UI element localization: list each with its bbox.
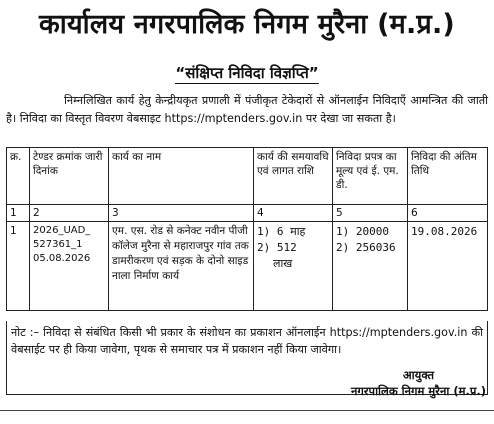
header-form-fee-emd: निविदा प्रपत्र का मूल्य एवं ई. एम. डी. (333, 148, 408, 205)
last-date: 19.08.2026 (408, 222, 488, 311)
note-text: नोट :– निविदा से संबंधित किसी भी प्रकार के संशोधन का प्रकाशन ऑनलाईन https://mptenders.gov.in की वेबसाईट पर ही किया जावेगा, पृथक से समाचार पत्र में प्रकाशन नहीं किया जावेगा। (11, 326, 483, 356)
header-last-date: निविदा की अंतिम तिथि (408, 148, 488, 205)
issue-date: 05.08.2026 (33, 253, 91, 264)
signature-office: नगरपालिक निगम मुरैना (म.प्र.) (350, 384, 486, 398)
notice-subtitle-text: “संक्षिप्त निविदा विज्ञप्ति” (175, 64, 319, 82)
cost: 2) 512 (257, 241, 297, 254)
form-fee: 1) 20000 (336, 225, 389, 238)
table-row (7, 222, 488, 311)
signature-block (351, 367, 486, 399)
duration: 1) 6 माह (257, 225, 306, 238)
col-number: 1 (7, 205, 30, 222)
emd: 2) 256036 (336, 241, 396, 254)
tender-number-part-2: 527361_1 (33, 239, 83, 250)
duration-cost-cell (254, 222, 333, 311)
cost-unit: लाख (273, 257, 293, 270)
header-duration-cost: कार्य की समयावधि एवं लागत राशि (254, 148, 333, 205)
col-number: 5 (333, 205, 408, 222)
table-header-row (7, 148, 488, 205)
row-serial: 1 (7, 222, 30, 311)
header-tender-no: टेण्डर क्रमांक जारी दिनांक (30, 148, 109, 205)
col-number: 6 (408, 205, 488, 222)
col-number: 3 (109, 205, 254, 222)
col-number: 2 (30, 205, 109, 222)
intro-paragraph (6, 92, 488, 128)
intro-text: निम्नलिखित कार्य हेतु केन्द्रीयकृत प्रणाली में पंजीकृत टेकेदारों से ऑनलाईन निविदाएँ आमन्त्रित की जाती है। निविदा का विस्तृत विवरण वेबसाइट https://mptenders.gov.in पर देखा जा सकता है। (6, 94, 488, 125)
header-serial: क्र. (7, 148, 30, 205)
table-number-row (7, 205, 488, 222)
bottom-divider (0, 410, 494, 411)
office-title: कार्यालय नगरपालिक निगम मुरैना (म.प्र.) (39, 9, 455, 40)
fee-emd-cell (333, 222, 408, 311)
tender-table (6, 147, 488, 311)
work-name: एम. एस. रोड से कनेक्ट नवीन पीजी कॉलेज मुरैना से महाराजपुर गांव तक डामरीकरण एवं सड़क के दोनो साइड नाला निर्माण कार्य (109, 222, 254, 311)
tender-number-part-1: 2026_UAD_ (33, 225, 91, 236)
header-work-name: कार्य का नाम (109, 148, 254, 205)
col-number: 4 (254, 205, 333, 222)
tender-number-cell (30, 222, 109, 311)
notice-subtitle (0, 64, 494, 82)
signature-designation: आयुक्त (402, 368, 435, 382)
